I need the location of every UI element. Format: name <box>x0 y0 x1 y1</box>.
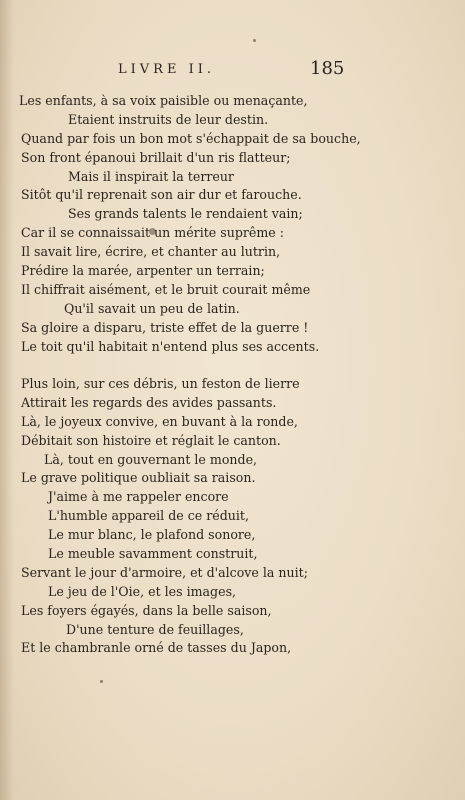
ink-speck <box>253 39 256 42</box>
verse-line: Plus loin, sur ces débris, un feston de lierre <box>21 376 300 391</box>
verse-line: Mais il inspirait la terreur <box>68 168 234 184</box>
verse-line: Attirait les regards des avides passants. <box>21 394 277 410</box>
ink-speck <box>100 680 103 683</box>
verse-line: L'humble appareil de ce réduit, <box>48 508 249 524</box>
verse-line: Le toit qu'il habitait n'entend plus ses accents. <box>21 338 320 354</box>
verse-line: Là, le joyeux convive, en buvant à la ronde, <box>21 413 298 429</box>
verse-line: Ses grands talents le rendaient vain; <box>68 206 303 222</box>
verse-line: Sitôt qu'il reprenait son air dur et farouche. <box>21 187 302 203</box>
stanza <box>0 375 465 658</box>
ink-blot <box>149 228 156 235</box>
running-head: LIVRE II. <box>118 62 215 77</box>
verse-line: Les foyers égayés, dans la belle saison, <box>21 602 272 618</box>
page-number: 185 <box>310 58 345 79</box>
verse-line: Sa gloire a disparu, triste effet de la guerre ! <box>21 319 309 335</box>
verse-line: Quand par fois un bon mot s'échappait de sa bouche, <box>21 130 361 146</box>
verse-line: Servant le jour d'armoire, et d'alcove la nuit; <box>21 564 308 580</box>
verse-line: Le jeu de l'Oie, et les images, <box>48 583 237 599</box>
verse-line: Son front épanoui brillait d'un ris flatteur; <box>21 149 291 165</box>
verse-line: Le meuble savamment construit, <box>48 546 258 562</box>
verse-line: Débitait son histoire et réglait le canton. <box>21 432 281 448</box>
verse-line: Il savait lire, écrire, et chanter au lutrin, <box>21 244 281 260</box>
verse-line: Il chiffrait aisément, et le bruit courait même <box>21 281 311 297</box>
verse-line: Les enfants, à sa voix paisible ou menaçante, <box>19 93 308 108</box>
verse-line: Car il se connaissait un mérite suprême : <box>21 225 284 241</box>
verse-line: Là, tout en gouvernant le monde, <box>44 451 258 467</box>
verse-line: Le mur blanc, le plafond sonore, <box>48 527 256 543</box>
verse-line: J'aime à me rappeler encore <box>48 489 229 505</box>
verse-line: Et le chambranle orné de tasses du Japon, <box>21 640 292 656</box>
verse-line: D'une tenture de feuillages, <box>66 621 244 637</box>
verse-line: Etaient instruits de leur destin. <box>68 111 269 127</box>
stanza <box>0 92 465 356</box>
verse-line: Prédire la marée, arpenter un terrain; <box>21 263 265 279</box>
page-header <box>0 58 465 84</box>
verse-line: Le grave politique oubliait sa raison. <box>21 470 256 486</box>
verse-line: Qu'il savait un peu de latin. <box>64 300 240 316</box>
